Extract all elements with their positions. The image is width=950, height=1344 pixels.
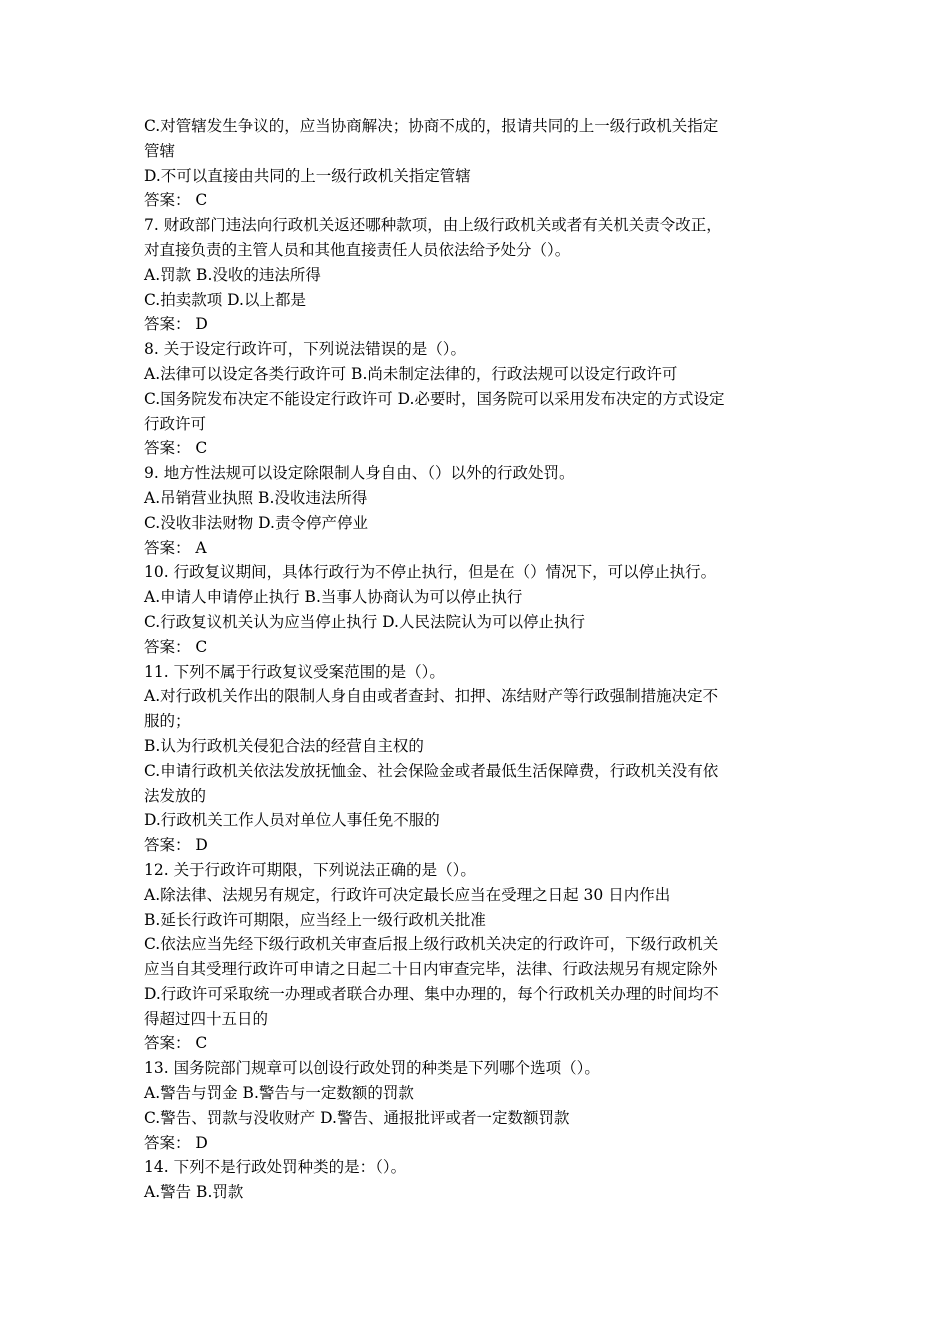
text-line: A.罚款 B.没收的违法所得 [144,265,321,284]
text-line: A.警告 B.罚款 [144,1183,244,1202]
text-line: 8. 关于设定行政许可，下列说法错误的是（）。 [144,340,466,359]
text-line: 得超过四十五日的 [144,1009,269,1028]
text-line: A.申请人申请停止执行 B.当事人协商认为可以停止执行 [144,588,523,607]
text-line: 服的； [144,712,191,731]
text-line: A.除法律、法规另有规定，行政许可决定最长应当在受理之日起 30 日内作出 [144,885,671,904]
text-line: 答案： A [144,538,207,557]
text-line: 10. 行政复议期间，具体行政行为不停止执行，但是在（）情况下，可以停止执行。 [144,563,717,582]
text-line: 答案： D [144,1133,208,1152]
text-line: 行政许可 [144,414,207,433]
text-line: C.行政复议机关认为应当停止执行 D.人民法院认为可以停止执行 [144,612,585,631]
text-line: D.行政机关工作人员对单位人事任免不服的 [144,811,440,830]
text-line: C.国务院发布决定不能设定行政许可 D.必要时，国务院可以采用发布决定的方式设定 [144,389,725,408]
text-line: 7. 财政部门违法向行政机关返还哪种款项，由上级行政机关或者有关机关责令改正， [144,216,722,235]
text-line: 答案： C [144,1034,208,1053]
text-line: A.吊销营业执照 B.没收违法所得 [144,488,368,507]
text-line: A.对行政机关作出的限制人身自由或者查封、扣押、冻结财产等行政强制措施决定不 [144,687,719,706]
text-line: 14. 下列不是行政处罚种类的是：（）。 [144,1158,407,1177]
text-line: B.认为行政机关侵犯合法的经营自主权的 [144,736,424,755]
text-line: 答案： D [144,836,208,855]
text-line: C.没收非法财物 D.责令停产停业 [144,513,368,532]
text-line: C.申请行政机关依法发放抚恤金、社会保险金或者最低生活保障费，行政机关没有依 [144,761,719,780]
text-line: 答案： D [144,315,208,334]
text-line: 答案： C [144,637,208,656]
text-line: A.法律可以设定各类行政许可 B.尚未制定法律的，行政法规可以设定行政许可 [144,364,678,383]
text-line: 答案： C [144,439,208,458]
text-line: 对直接负责的主管人员和其他直接责任人员依法给予处分（）。 [144,240,571,259]
text-line: C.依法应当先经下级行政机关审查后报上级行政机关决定的行政许可，下级行政机关 [144,935,719,954]
document-page [144,114,814,1205]
text-line: D.行政许可采取统一办理或者联合办理、集中办理的，每个行政机关办理的时间均不 [144,984,719,1003]
text-line: C.警告、罚款与没收财产 D.警告、通报批评或者一定数额罚款 [144,1108,570,1127]
text-line: 管辖 [144,141,176,160]
text-line: C.对管辖发生争议的，应当协商解决；协商不成的，报请共同的上一级行政机关指定 [144,117,719,135]
text-line: C.拍卖款项 D.以上都是 [144,290,306,309]
text-line: 11. 下列不属于行政复议受案范围的是（）。 [144,662,445,681]
text-line: 法发放的 [144,786,207,805]
text-line: B.延长行政许可期限，应当经上一级行政机关批准 [144,910,486,929]
text-line: 答案： C [144,191,208,210]
text-line: 12. 关于行政许可期限，下列说法正确的是（）。 [144,860,476,879]
text-line: 应当自其受理行政许可申请之日起二十日内审查完毕，法律、行政法规另有规定除外 [144,960,718,979]
text-line: D.不可以直接由共同的上一级行政机关指定管辖 [144,166,471,185]
text-line: 13. 国务院部门规章可以创设行政处罚的种类是下列哪个选项（）。 [144,1059,600,1078]
text-line: 9. 地方性法规可以设定除限制人身自由、（）以外的行政处罚。 [144,464,575,483]
text-line: A.警告与罚金 B.警告与一定数额的罚款 [144,1084,414,1103]
